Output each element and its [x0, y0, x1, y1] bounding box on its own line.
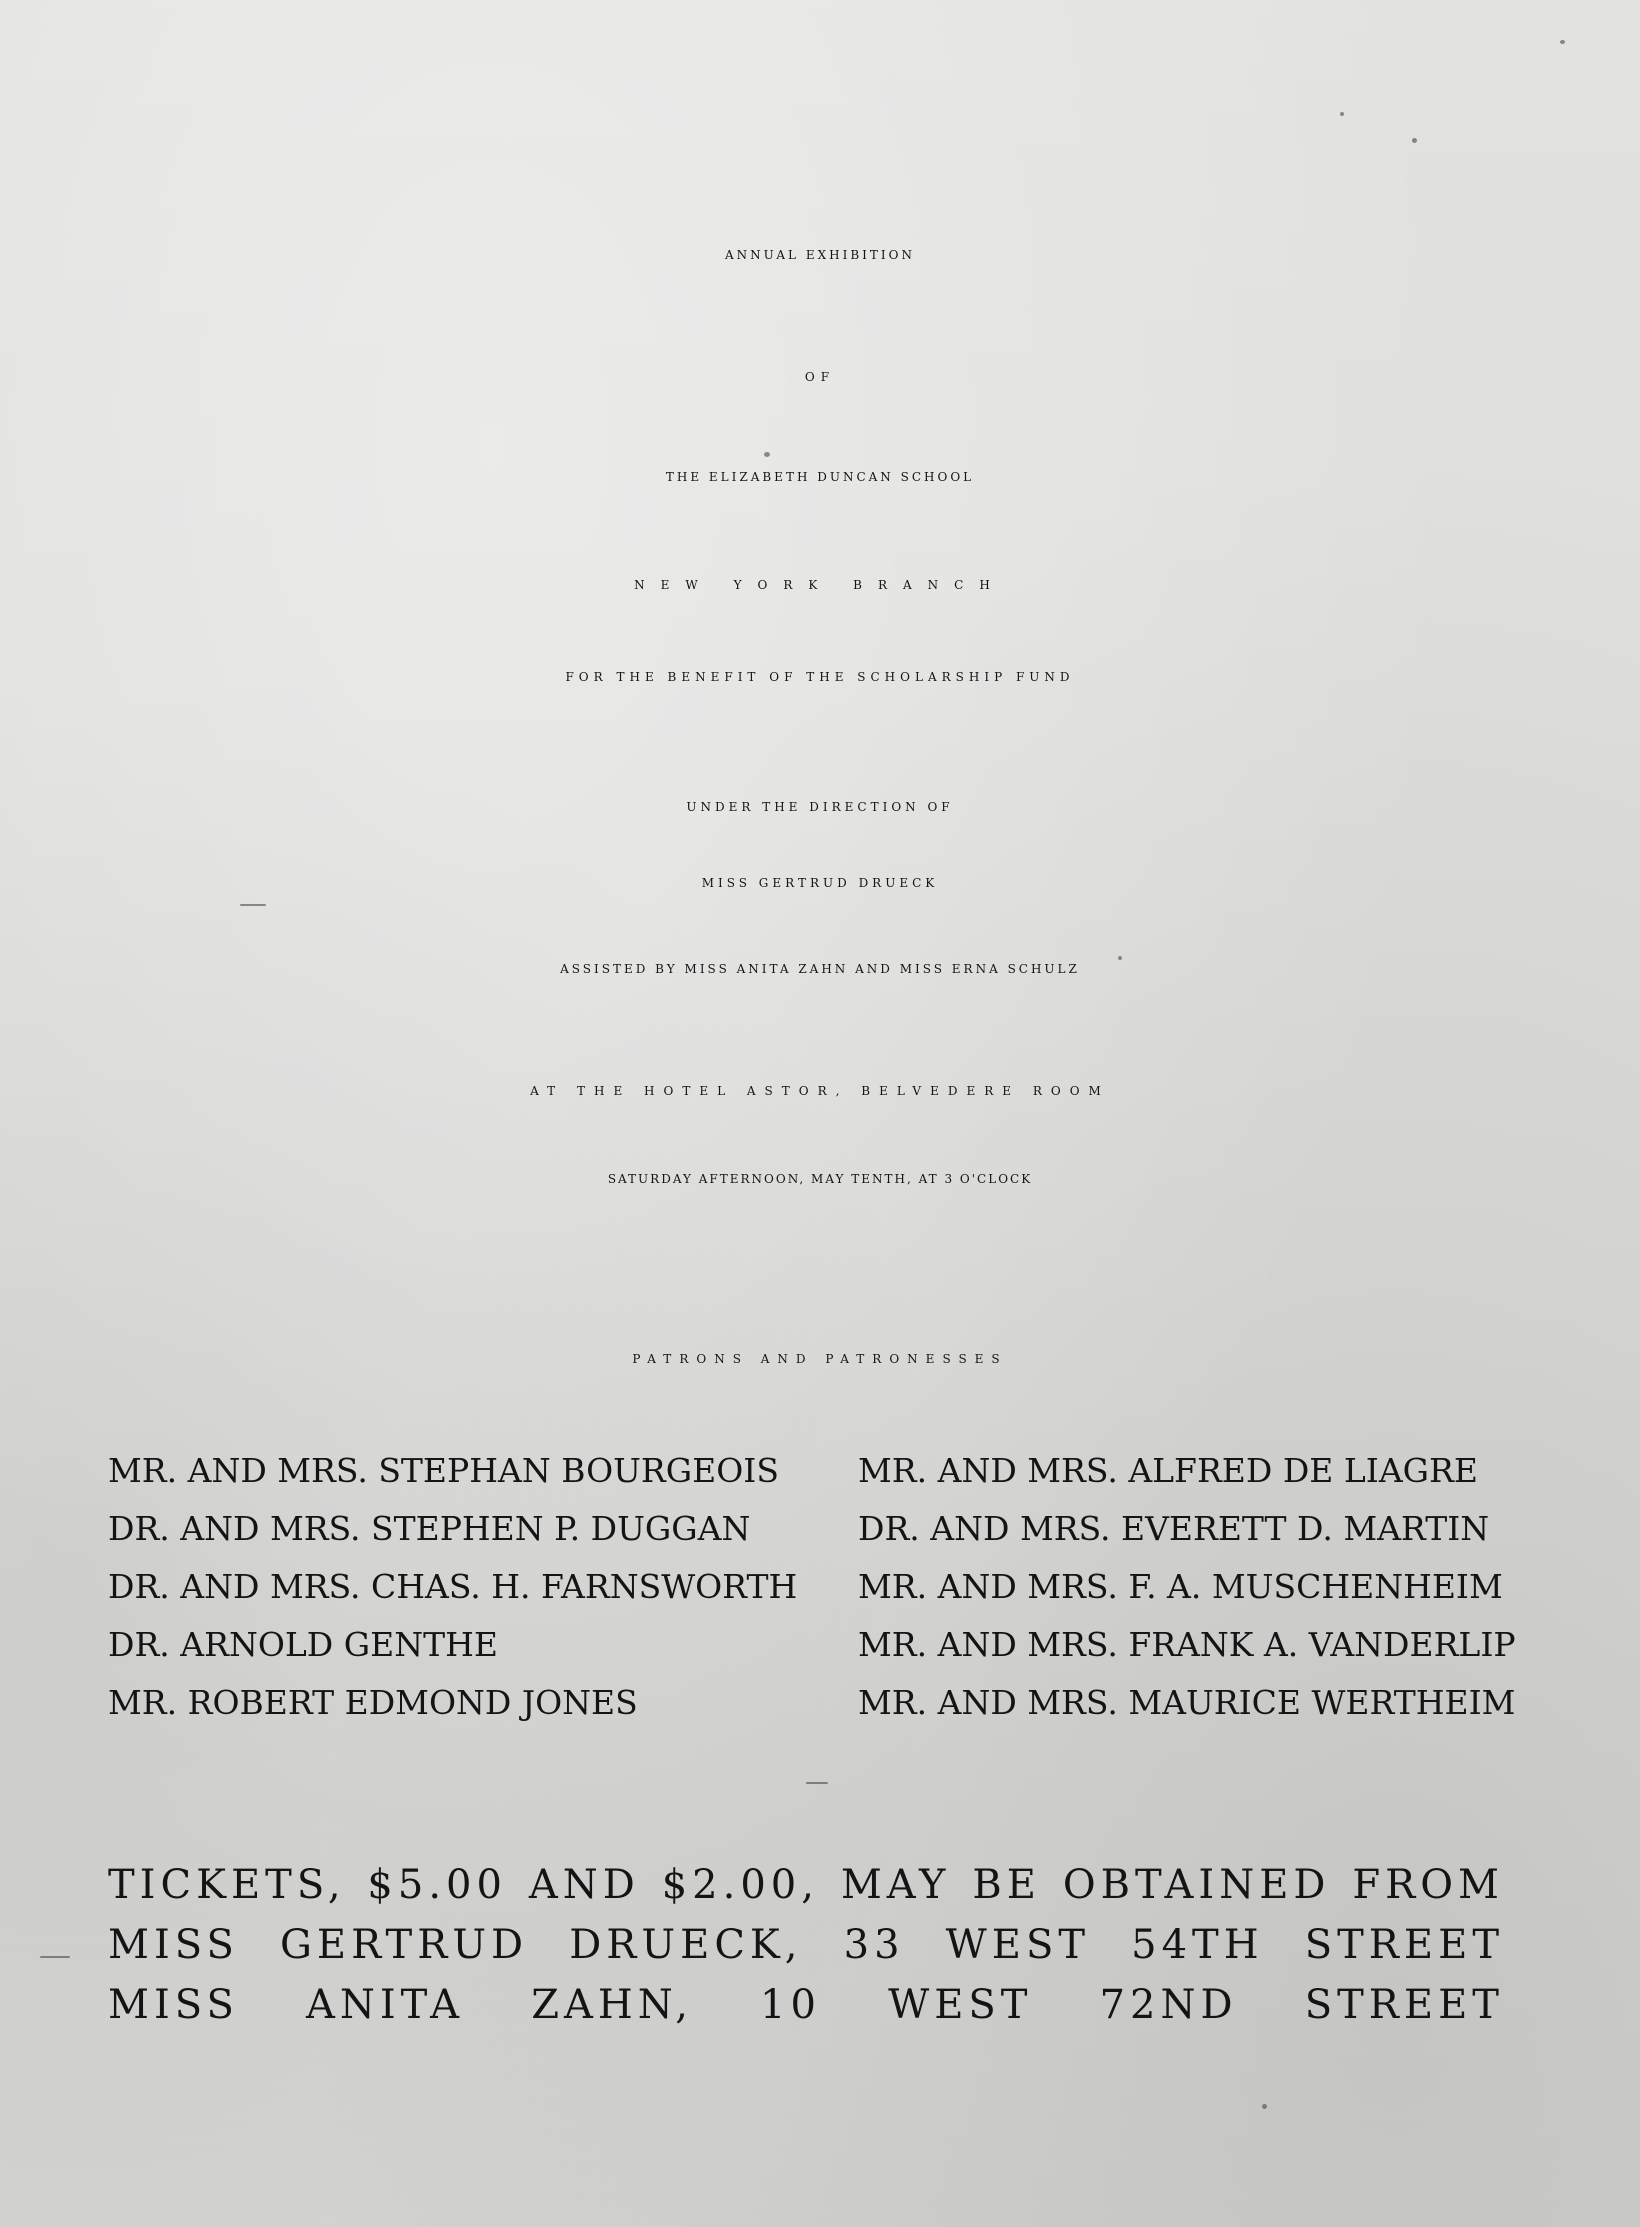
paper-speck: [1560, 40, 1565, 44]
patron-name: DR. AND MRS. EVERETT D. MARTIN: [858, 1509, 1490, 1548]
direction-intro: UNDER THE DIRECTION OF: [686, 800, 954, 814]
patron-name: MR. AND MRS. ALFRED DE LIAGRE: [858, 1451, 1478, 1490]
exhibition-title: ANNUAL EXHIBITION: [724, 248, 915, 262]
tickets-address-drueck: MISS GERTRUD DRUECK, 33 WEST 54TH STREET: [108, 1922, 1504, 1968]
tickets-address-zahn: MISS ANITA ZAHN, 10 WEST 72ND STREET: [108, 1982, 1504, 2028]
paper-speck: [1118, 956, 1122, 960]
patron-name: DR. ARNOLD GENTHE: [108, 1625, 498, 1664]
paper-speck: [1340, 112, 1344, 116]
patrons-list-left: [108, 1442, 797, 1732]
paper-speck: [1412, 138, 1417, 143]
branch-name: NEW YORK BRANCH: [634, 578, 1006, 592]
exhibition-title-of: OF: [804, 370, 836, 384]
date-time-line: SATURDAY AFTERNOON, MAY TENTH, AT 3 O'CLOCK: [607, 1172, 1033, 1186]
benefit-line: FOR THE BENEFIT OF THE SCHOLARSHIP FUND: [565, 670, 1075, 684]
patron-name: MR. AND MRS. FRANK A. VANDERLIP: [858, 1625, 1516, 1664]
paper-speck: [240, 904, 266, 906]
patron-name: MR. ROBERT EDMOND JONES: [108, 1683, 638, 1722]
patron-name: MR. AND MRS. F. A. MUSCHENHEIM: [858, 1567, 1503, 1606]
director-name: MISS GERTRUD DRUECK: [701, 876, 939, 890]
paper-speck: [764, 452, 770, 457]
venue-line: AT THE HOTEL ASTOR, BELVEDERE ROOM: [530, 1084, 1110, 1098]
paper-speck: [1262, 2104, 1267, 2109]
patron-name: MR. AND MRS. MAURICE WERTHEIM: [858, 1683, 1516, 1722]
paper-speck: [806, 1782, 828, 1784]
patrons-list-right: [858, 1442, 1516, 1732]
patron-name: DR. AND MRS. STEPHEN P. DUGGAN: [108, 1509, 751, 1548]
patron-name: MR. AND MRS. STEPHAN BOURGEOIS: [108, 1451, 779, 1490]
tickets-price-line: TICKETS, $5.00 AND $2.00, MAY BE OBTAINED FROM: [108, 1862, 1504, 1908]
assistants-line: ASSISTED BY MISS ANITA ZAHN AND MISS ERNA SCHULZ: [560, 962, 1080, 976]
patron-name: DR. AND MRS. CHAS. H. FARNSWORTH: [108, 1567, 798, 1606]
school-name: THE ELIZABETH DUNCAN SCHOOL: [665, 470, 975, 484]
patrons-heading: PATRONS AND PATRONESSES: [632, 1352, 1008, 1366]
paper-speck: [40, 1956, 70, 1958]
